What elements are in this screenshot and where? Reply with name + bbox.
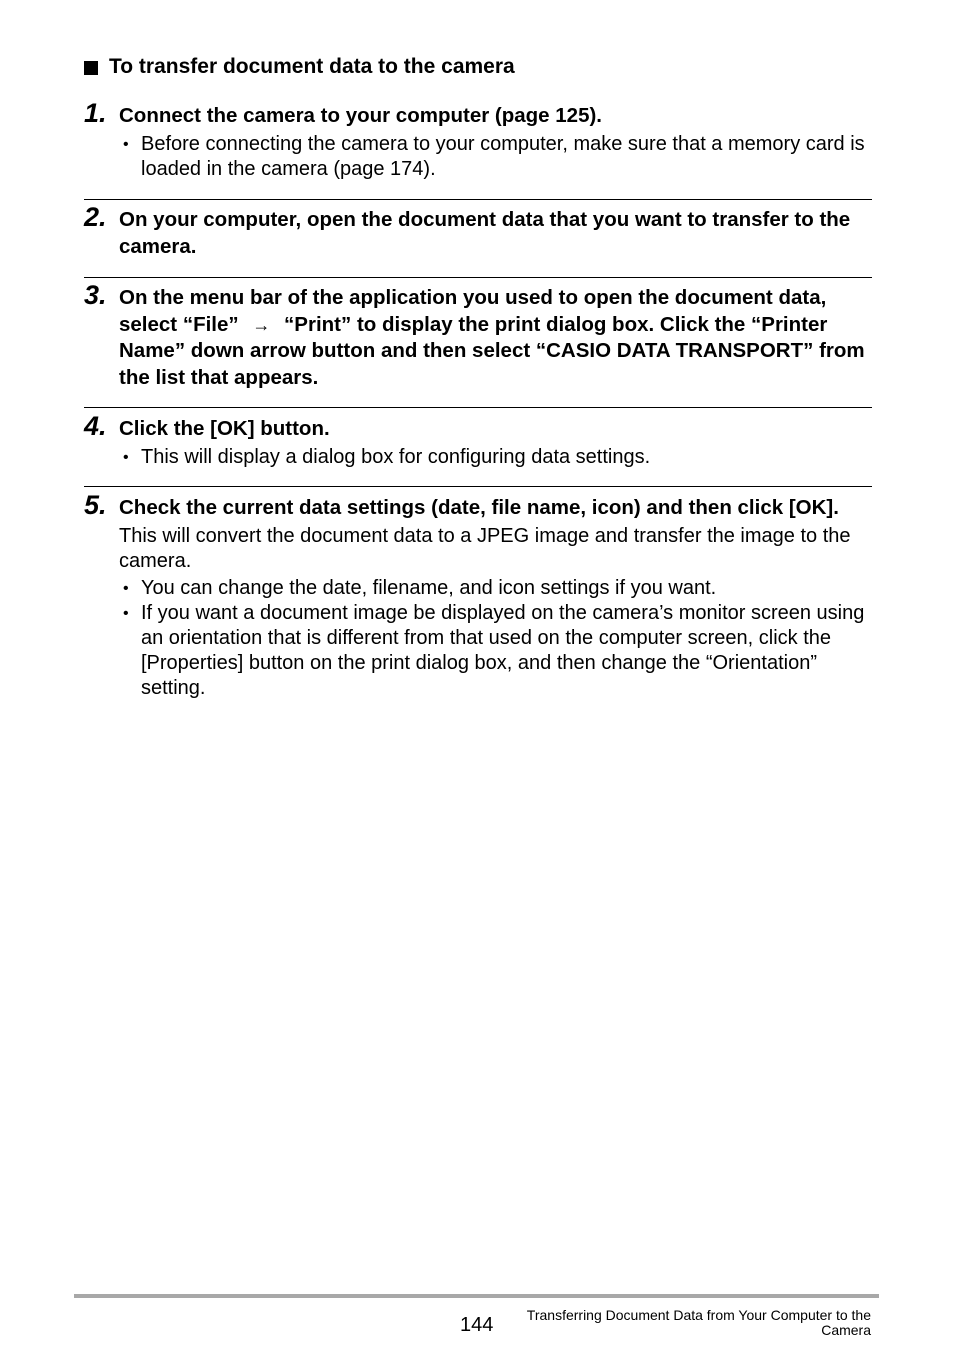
- bullet-item: • Before connecting the camera to your computer, make sure that a memory card is loaded in the camera (page 174).: [123, 132, 872, 182]
- step-5: [84, 490, 872, 701]
- step-number: 3.: [84, 280, 107, 310]
- step-number: 1.: [84, 98, 107, 128]
- divider: [84, 277, 872, 278]
- section-heading-text: To transfer document data to the camera: [109, 55, 515, 78]
- step-title: Check the current data settings (date, file name, icon) and then click [OK].: [119, 496, 839, 519]
- bullet-list: [123, 132, 872, 182]
- step-2: [84, 202, 872, 260]
- bullet-item: • This will display a dialog box for configuring data settings.: [123, 445, 872, 470]
- bullet-list: [123, 445, 872, 470]
- divider: [84, 407, 872, 408]
- footer-section-title: Transferring Document Data from Your Computer to the Camera: [526, 1307, 871, 1338]
- step-4: [84, 411, 872, 470]
- bullet-list: [123, 576, 872, 701]
- step-title-part: On the menu bar of the application you used to open the document data, select “File”: [119, 286, 827, 336]
- divider: [84, 486, 872, 487]
- section-heading: [84, 54, 515, 80]
- step-number: 2.: [84, 202, 107, 232]
- step-title: Click the [OK] button.: [119, 417, 330, 440]
- step-title: [119, 285, 872, 391]
- step-number: 5.: [84, 490, 107, 520]
- square-bullet-icon: [84, 61, 98, 75]
- bullet-item: • If you want a document image be displayed on the camera’s monitor screen using an orientation that is different from that used on the computer screen, click the [Properties] button on the print dialog box, and then change the “Orientation” setting.: [123, 601, 872, 701]
- step-1: [84, 98, 872, 182]
- step-paragraph: This will convert the document data to a JPEG image and transfer the image to the camera.: [119, 524, 851, 572]
- step-title: On your computer, open the document data that you want to transfer to the camera.: [119, 208, 851, 258]
- bullet-item: • You can change the date, filename, and icon settings if you want.: [123, 576, 872, 601]
- step-title-part: “Print” to display the print dialog box. Click the “Printer Name” down arrow button and then select “CASIO DATA TRANSPORT” from the list that appears.: [119, 312, 865, 389]
- step-3: [84, 280, 872, 391]
- arrow-right-icon: →: [252, 314, 271, 335]
- step-title: Connect the camera to your computer (page 125).: [119, 104, 603, 127]
- divider: [84, 199, 872, 200]
- page-number: 144: [460, 1314, 494, 1336]
- step-number: 4.: [84, 411, 107, 441]
- footer-rule: [74, 1294, 879, 1298]
